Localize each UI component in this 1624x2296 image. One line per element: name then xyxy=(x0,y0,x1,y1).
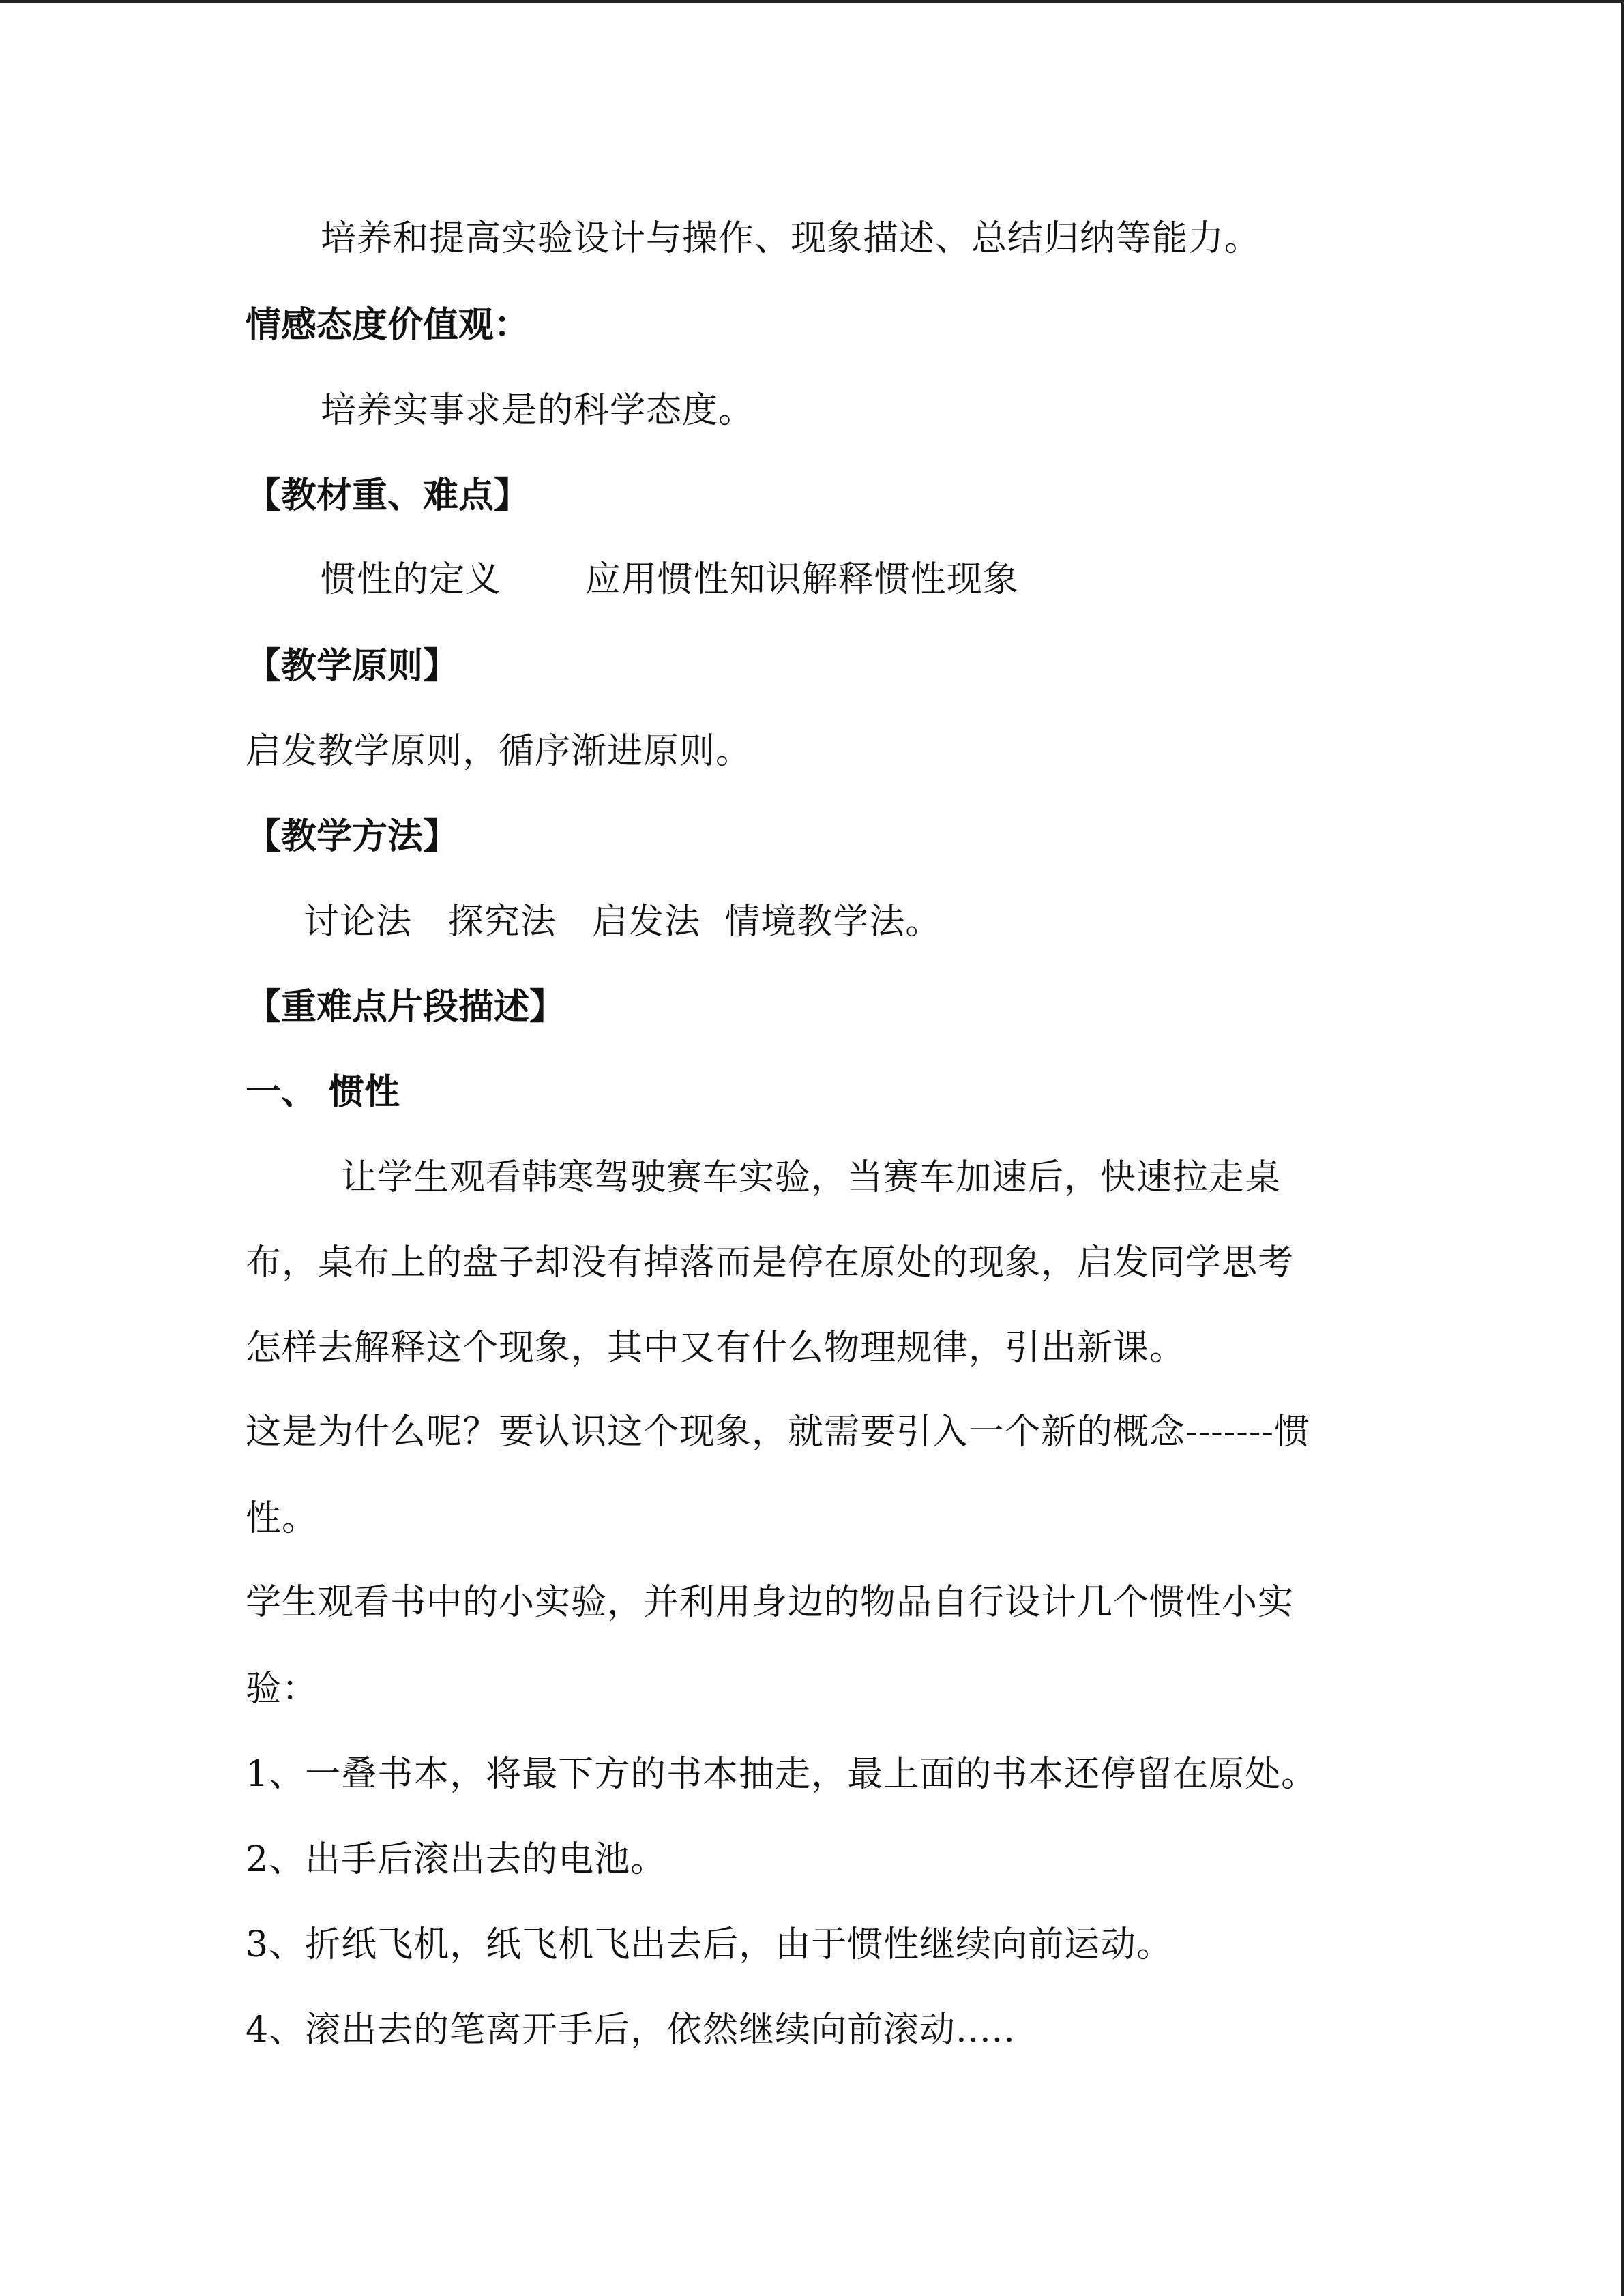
ability-text: 培养和提高实验设计与操作、现象描述、总结归纳等能力。 xyxy=(321,218,1261,259)
page-border-right xyxy=(1621,0,1624,2296)
emotion-body: 培养实事求是的科学态度。 xyxy=(321,390,755,431)
para1-line1: 让学生观看韩寒驾驶赛车实验，当赛车加速后，快速拉走桌 xyxy=(341,1157,1282,1198)
keypoints-body: 惯性的定义 应用惯性知识解释惯性现象 xyxy=(321,559,1019,600)
page-border-top xyxy=(0,0,1624,3)
inertia-heading: 一、 惯性 xyxy=(246,1072,400,1113)
para2-line2: 性。 xyxy=(246,1498,319,1539)
principle-heading: 【教学原则】 xyxy=(246,646,459,687)
para3-line2: 验： xyxy=(246,1669,319,1710)
list-item-2: 2、出手后滚出去的电池。 xyxy=(246,1839,667,1880)
principle-body: 启发教学原则，循序渐进原则。 xyxy=(246,731,752,772)
para2-line1: 这是为什么呢？要认识这个现象，就需要引入一个新的概念-------惯 xyxy=(246,1412,1310,1452)
keypoints-heading: 【教材重、难点】 xyxy=(246,475,530,516)
emotion-heading: 情感态度价值观： xyxy=(246,305,530,346)
list-item-3: 3、折纸飞机，纸飞机飞出去后，由于惯性继续向前运动。 xyxy=(246,1924,1173,1965)
para3-line1: 学生观看书中的小实验，并利用身边的物品自行设计几个惯性小实 xyxy=(246,1582,1295,1623)
method-heading: 【教学方法】 xyxy=(246,816,459,857)
segment-heading: 【重难点片段描述】 xyxy=(246,987,565,1028)
para1-line2: 布，桌布上的盘子却没有掉落而是停在原处的现象，启发同学思考 xyxy=(246,1242,1295,1283)
list-item-4: 4、滚出去的笔离开手后，依然继续向前滚动..... xyxy=(246,2010,1016,2051)
list-item-1: 1、一叠书本，将最下方的书本抽走，最上面的书本还停留在原处。 xyxy=(246,1754,1318,1795)
method-body: 讨论法 探究法 启发法 情境教学法。 xyxy=(304,901,942,942)
para1-line3: 怎样去解释这个现象，其中又有什么物理规律，引出新课。 xyxy=(246,1328,1186,1369)
